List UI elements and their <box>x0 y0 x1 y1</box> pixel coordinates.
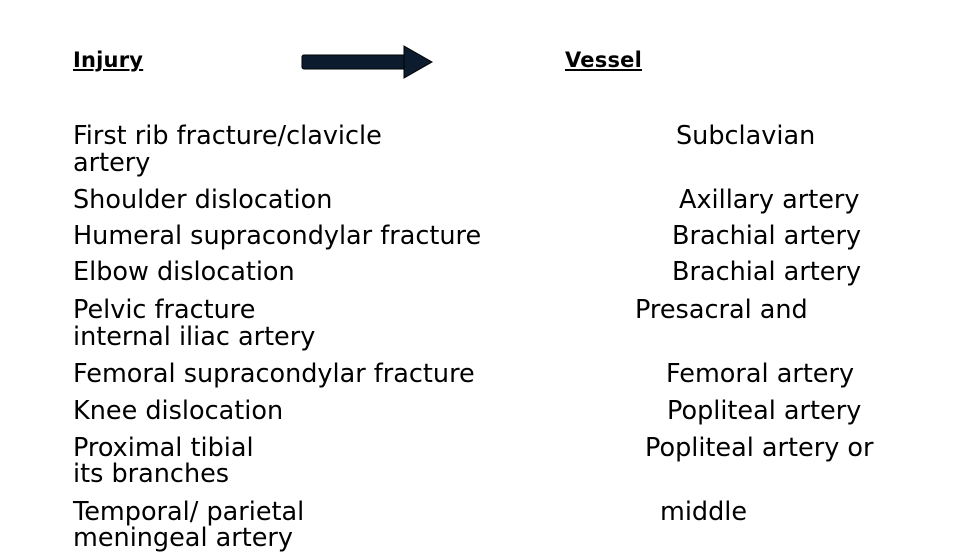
injury-proximal-tibial-continued: its branches <box>73 459 230 489</box>
injury-column-header: Injury <box>73 48 144 72</box>
injury-humeral-fracture: Humeral supracondylar fracture <box>73 221 482 251</box>
vessel-brachial-2: Brachial artery <box>672 257 862 287</box>
injury-elbow-dislocation: Elbow dislocation <box>73 257 295 287</box>
vessel-popliteal: Popliteal artery <box>667 396 862 426</box>
vessel-middle: middle <box>660 497 748 527</box>
vessel-popliteal-or: Popliteal artery or <box>645 433 874 463</box>
injury-first-rib-continued: artery <box>73 148 151 178</box>
injury-shoulder-dislocation: Shoulder dislocation <box>73 185 333 215</box>
vessel-brachial-1: Brachial artery <box>672 221 862 251</box>
vessel-column-header: Vessel <box>565 48 642 72</box>
vessel-presacral: Presacral and <box>635 295 808 325</box>
vessel-subclavian: Subclavian <box>676 121 816 151</box>
injury-temporal-continued: meningeal artery <box>73 523 293 553</box>
injury-pelvic-fracture: Pelvic fracture <box>73 295 256 325</box>
injury-femoral-fracture: Femoral supracondylar fracture <box>73 359 475 389</box>
vessel-axillary: Axillary artery <box>679 185 860 215</box>
right-arrow-icon <box>300 44 436 80</box>
injury-temporal-parietal: Temporal/ parietal <box>73 497 305 527</box>
vessel-femoral: Femoral artery <box>666 359 855 389</box>
injury-proximal-tibial: Proximal tibial <box>73 433 254 463</box>
injury-knee-dislocation: Knee dislocation <box>73 396 284 426</box>
injury-pelvic-continued: internal iliac artery <box>73 322 316 352</box>
injury-first-rib: First rib fracture/clavicle <box>73 121 382 151</box>
